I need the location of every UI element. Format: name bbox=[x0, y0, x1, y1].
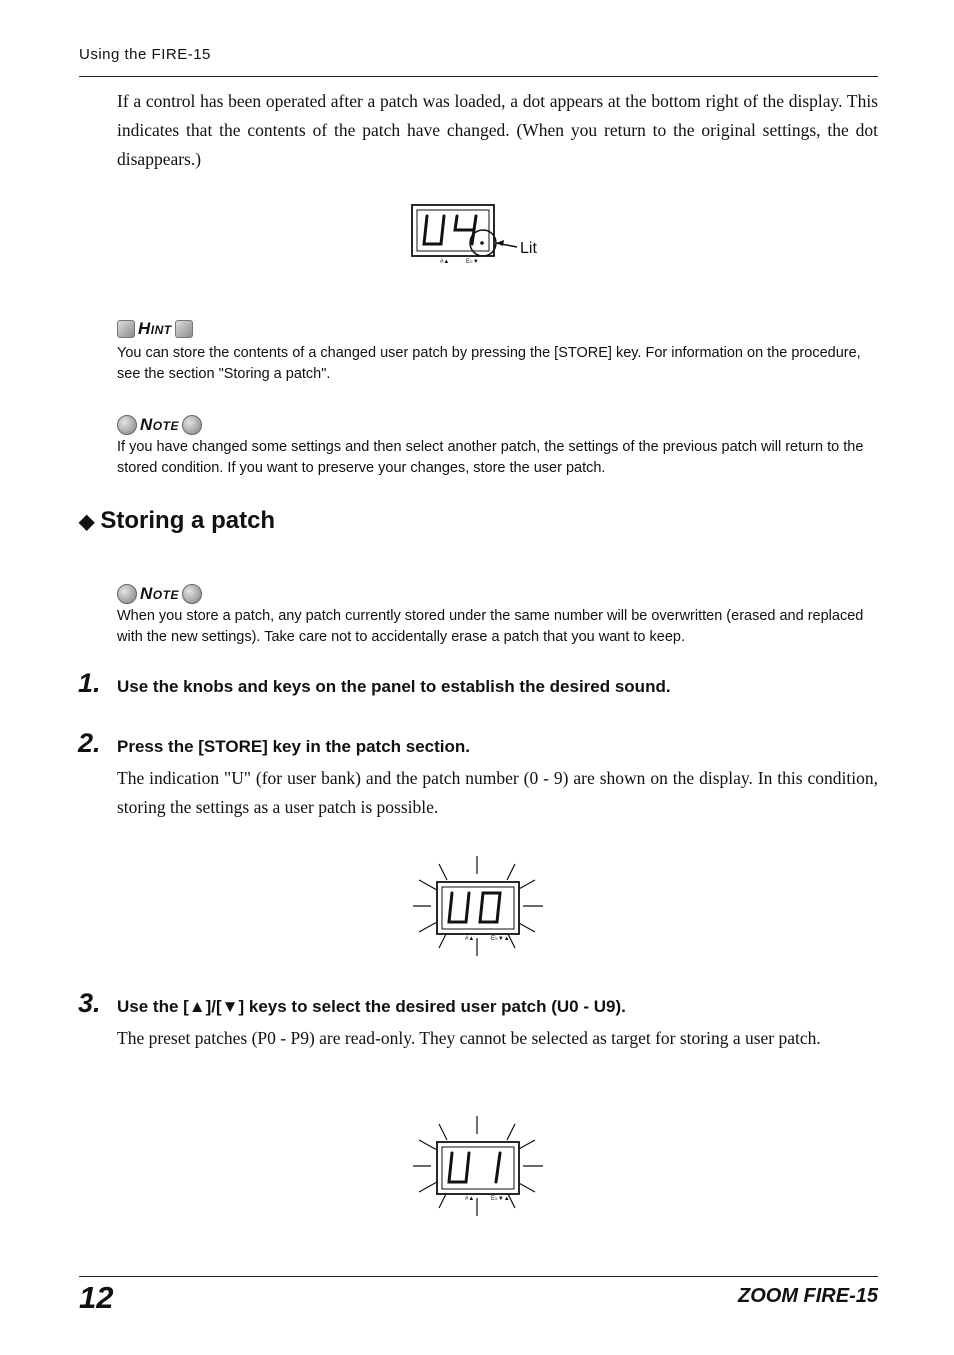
note-label: Note bbox=[140, 584, 179, 603]
marker-left: #▲ bbox=[440, 259, 450, 265]
step-title: Press the [STORE] key in the patch section. bbox=[117, 737, 471, 756]
step-body: The preset patches (P0 - P9) are read-only. They cannot be selected as target for storing a user patch. bbox=[117, 1028, 821, 1048]
step-title: Use the [▲]/[▼] keys to select the desired user patch (U0 - U9). bbox=[117, 997, 626, 1016]
display-figure-u0 bbox=[405, 850, 550, 962]
marker-right: E♭▼▲ bbox=[491, 936, 510, 942]
step-body: The indication "U" (for user bank) and the patch number (0 - 9) are shown on the display. In this condition, storing the settings as a user patch is possible. bbox=[117, 768, 878, 817]
intro-paragraph: If a control has been operated after a patch was loaded, a dot appears at the bottom right of the display. This indicates that the contents of the patch have changed. (When you return to the original settings, the dot disappears.) bbox=[117, 91, 878, 169]
note-circle-icon bbox=[182, 415, 202, 435]
marker-left: #▲ bbox=[465, 936, 475, 942]
note-circle-icon bbox=[117, 415, 137, 435]
note-label: Note bbox=[140, 415, 179, 434]
section-title: Storing a patch bbox=[100, 507, 276, 534]
header-rule bbox=[79, 76, 878, 77]
note-circle-icon bbox=[182, 584, 202, 604]
hint-square-icon bbox=[117, 320, 135, 338]
marker-right: E♭▼▲ bbox=[491, 1196, 510, 1202]
callout-lit: Lit bbox=[520, 240, 537, 257]
hint-square-icon bbox=[175, 320, 193, 338]
step-number: 3. bbox=[78, 988, 101, 1018]
footer-rule bbox=[79, 1276, 878, 1277]
diamond-bullet-icon: ◆ bbox=[79, 510, 95, 533]
marker-right: E♭▼ bbox=[466, 259, 479, 265]
hint-label: Hint bbox=[138, 319, 172, 338]
step-title: Use the knobs and keys on the panel to establish the desired sound. bbox=[117, 677, 671, 696]
note-tag bbox=[117, 584, 202, 604]
running-head: Using the FIRE-15 bbox=[79, 46, 211, 63]
footer-brand: ZOOM FIRE-15 bbox=[737, 1285, 878, 1307]
section-heading bbox=[79, 507, 275, 535]
note-text: When you store a patch, any patch currently stored under the same number will be overwritten (erased and replaced with the new settings). Take care not to accidentally erase a patch that you want to keep. bbox=[117, 608, 864, 645]
marker-left: #▲ bbox=[465, 1196, 475, 1202]
note-text: If you have changed some settings and then select another patch, the settings of the previous patch will return to the stored condition. If you want to preserve your changes, store the user patch. bbox=[117, 439, 864, 476]
step-number: 2. bbox=[78, 728, 101, 758]
note-tag bbox=[117, 415, 202, 435]
hint-tag bbox=[117, 319, 193, 339]
hint-text: You can store the contents of a changed user patch by pressing the [STORE] key. For information on the procedure, see the section "Storing a patch". bbox=[117, 345, 861, 382]
page-number: 12 bbox=[79, 1280, 114, 1315]
display-figure-u4 bbox=[405, 200, 555, 270]
display-figure-u1 bbox=[405, 1110, 550, 1222]
note-circle-icon bbox=[117, 584, 137, 604]
step-number: 1. bbox=[78, 668, 101, 698]
